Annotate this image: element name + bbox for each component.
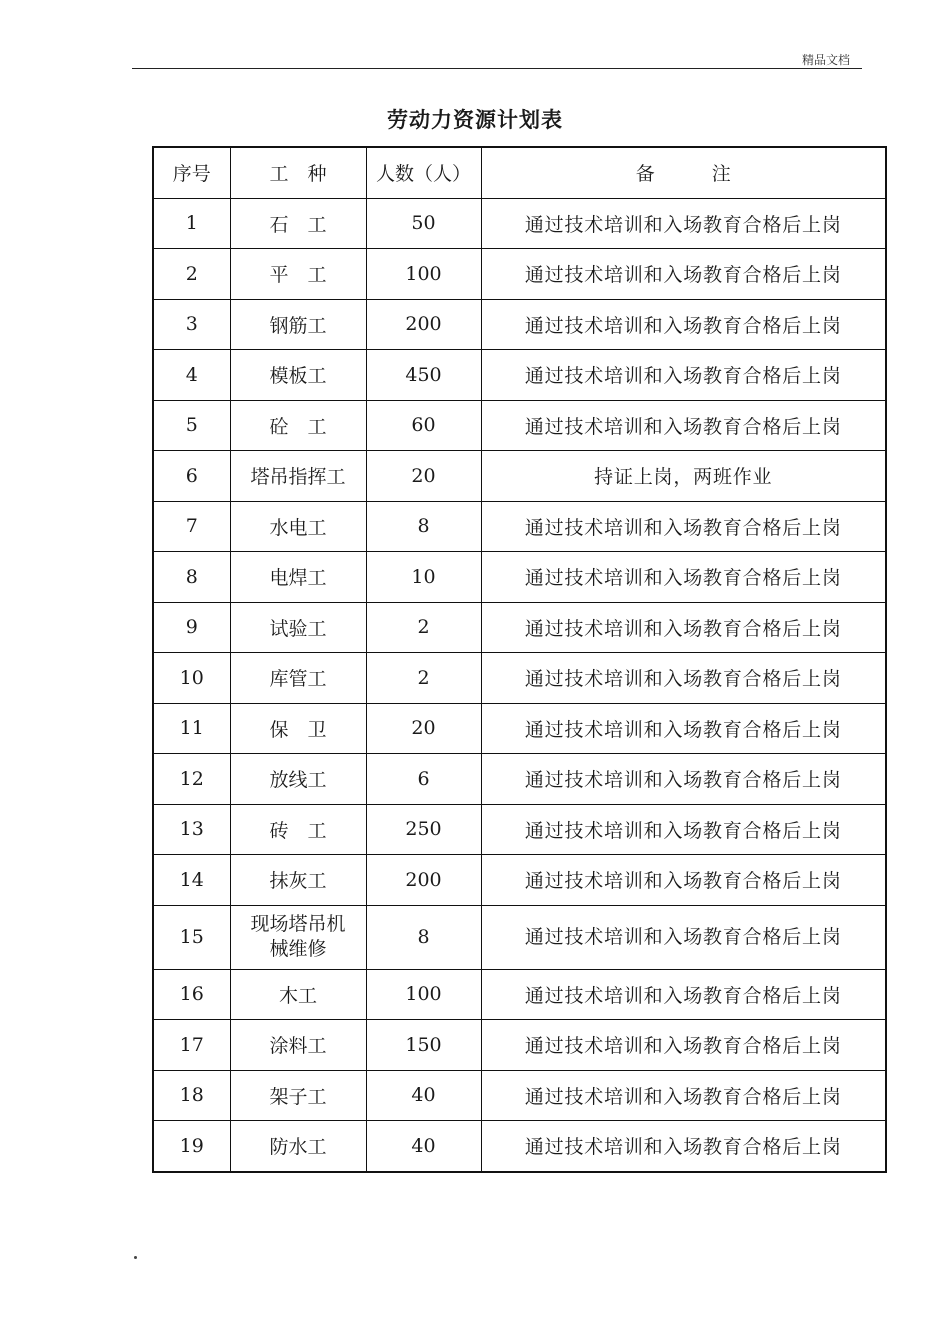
table-row	[153, 400, 886, 451]
cell-remark: 通过技术培训和入场教育合格后上岗	[481, 1020, 886, 1071]
cell-remark: 通过技术培训和入场教育合格后上岗	[481, 969, 886, 1020]
cell-count: 200	[366, 855, 481, 906]
table-header-row	[153, 147, 886, 198]
table-row	[153, 602, 886, 653]
cell-no: 8	[153, 552, 230, 603]
cell-count: 100	[366, 969, 481, 1020]
cell-count: 50	[366, 198, 481, 249]
table-row	[153, 905, 886, 969]
table-row	[153, 855, 886, 906]
table-row	[153, 1070, 886, 1121]
cell-trade: 平 工	[230, 249, 366, 300]
cell-no: 15	[153, 905, 230, 969]
table-row	[153, 501, 886, 552]
cell-remark: 持证上岗，两班作业	[481, 451, 886, 502]
cell-trade: 防水工	[230, 1121, 366, 1172]
table-row	[153, 1121, 886, 1172]
cell-trade: 砼 工	[230, 400, 366, 451]
table-row	[153, 249, 886, 300]
cell-trade	[230, 905, 366, 969]
header-remark: 备 注	[481, 147, 886, 198]
table-row	[153, 350, 886, 401]
cell-no: 10	[153, 653, 230, 704]
page-header-text: 精品文档	[802, 53, 851, 67]
table-row	[153, 198, 886, 249]
header-divider	[132, 68, 862, 69]
cell-count: 100	[366, 249, 481, 300]
cell-count: 150	[366, 1020, 481, 1071]
cell-remark: 通过技术培训和入场教育合格后上岗	[481, 299, 886, 350]
table-row	[153, 653, 886, 704]
cell-remark: 通过技术培训和入场教育合格后上岗	[481, 1070, 886, 1121]
cell-no: 7	[153, 501, 230, 552]
cell-remark: 通过技术培训和入场教育合格后上岗	[481, 501, 886, 552]
cell-count: 10	[366, 552, 481, 603]
labor-plan-table	[152, 146, 887, 1173]
cell-trade: 石 工	[230, 198, 366, 249]
cell-remark: 通过技术培训和入场教育合格后上岗	[481, 198, 886, 249]
cell-remark: 通过技术培训和入场教育合格后上岗	[481, 552, 886, 603]
cell-count: 6	[366, 754, 481, 805]
cell-no: 17	[153, 1020, 230, 1071]
table-row	[153, 703, 886, 754]
cell-trade: 架子工	[230, 1070, 366, 1121]
cell-count: 250	[366, 804, 481, 855]
cell-no: 6	[153, 451, 230, 502]
cell-no: 4	[153, 350, 230, 401]
cell-trade: 涂料工	[230, 1020, 366, 1071]
cell-no: 9	[153, 602, 230, 653]
cell-remark: 通过技术培训和入场教育合格后上岗	[481, 905, 886, 969]
table-row	[153, 969, 886, 1020]
cell-no: 16	[153, 969, 230, 1020]
cell-count: 40	[366, 1121, 481, 1172]
cell-count: 200	[366, 299, 481, 350]
cell-trade: 砖 工	[230, 804, 366, 855]
cell-no: 5	[153, 400, 230, 451]
cell-remark: 通过技术培训和入场教育合格后上岗	[481, 249, 886, 300]
cell-no: 14	[153, 855, 230, 906]
table-row	[153, 804, 886, 855]
cell-count: 40	[366, 1070, 481, 1121]
cell-no: 2	[153, 249, 230, 300]
cell-trade: 塔吊指挥工	[230, 451, 366, 502]
cell-count: 20	[366, 451, 481, 502]
table-row	[153, 451, 886, 502]
cell-no: 12	[153, 754, 230, 805]
cell-trade: 木工	[230, 969, 366, 1020]
table-row	[153, 299, 886, 350]
document-title: 劳动力资源计划表	[387, 108, 563, 132]
header-no: 序号	[153, 147, 230, 198]
header-trade: 工 种	[230, 147, 366, 198]
table-row	[153, 552, 886, 603]
cell-no: 3	[153, 299, 230, 350]
cell-no: 1	[153, 198, 230, 249]
cell-trade: 放线工	[230, 754, 366, 805]
cell-remark: 通过技术培训和入场教育合格后上岗	[481, 804, 886, 855]
cell-remark: 通过技术培训和入场教育合格后上岗	[481, 855, 886, 906]
cell-count: 60	[366, 400, 481, 451]
cell-count: 8	[366, 905, 481, 969]
cell-remark: 通过技术培训和入场教育合格后上岗	[481, 400, 886, 451]
cell-trade: 保 卫	[230, 703, 366, 754]
table-row	[153, 1020, 886, 1071]
cell-trade: 水电工	[230, 501, 366, 552]
cell-no: 19	[153, 1121, 230, 1172]
cell-count: 2	[366, 653, 481, 704]
cell-count: 2	[366, 602, 481, 653]
cell-trade: 库管工	[230, 653, 366, 704]
cell-trade: 电焊工	[230, 552, 366, 603]
cell-trade-text: 现场塔吊机械维修	[250, 913, 346, 960]
cell-remark: 通过技术培训和入场教育合格后上岗	[481, 350, 886, 401]
cell-count: 450	[366, 350, 481, 401]
cell-trade: 试验工	[230, 602, 366, 653]
cell-trade: 抹灰工	[230, 855, 366, 906]
cell-remark: 通过技术培训和入场教育合格后上岗	[481, 1121, 886, 1172]
cell-no: 11	[153, 703, 230, 754]
header-count: 人数（人）	[366, 147, 481, 198]
cell-remark: 通过技术培训和入场教育合格后上岗	[481, 703, 886, 754]
cell-count: 8	[366, 501, 481, 552]
cell-remark: 通过技术培训和入场教育合格后上岗	[481, 602, 886, 653]
cell-trade: 钢筋工	[230, 299, 366, 350]
table-row	[153, 754, 886, 805]
cell-no: 18	[153, 1070, 230, 1121]
footer-dot-mark	[134, 1256, 137, 1259]
cell-remark: 通过技术培训和入场教育合格后上岗	[481, 754, 886, 805]
cell-count: 20	[366, 703, 481, 754]
cell-no: 13	[153, 804, 230, 855]
cell-remark: 通过技术培训和入场教育合格后上岗	[481, 653, 886, 704]
cell-trade: 模板工	[230, 350, 366, 401]
